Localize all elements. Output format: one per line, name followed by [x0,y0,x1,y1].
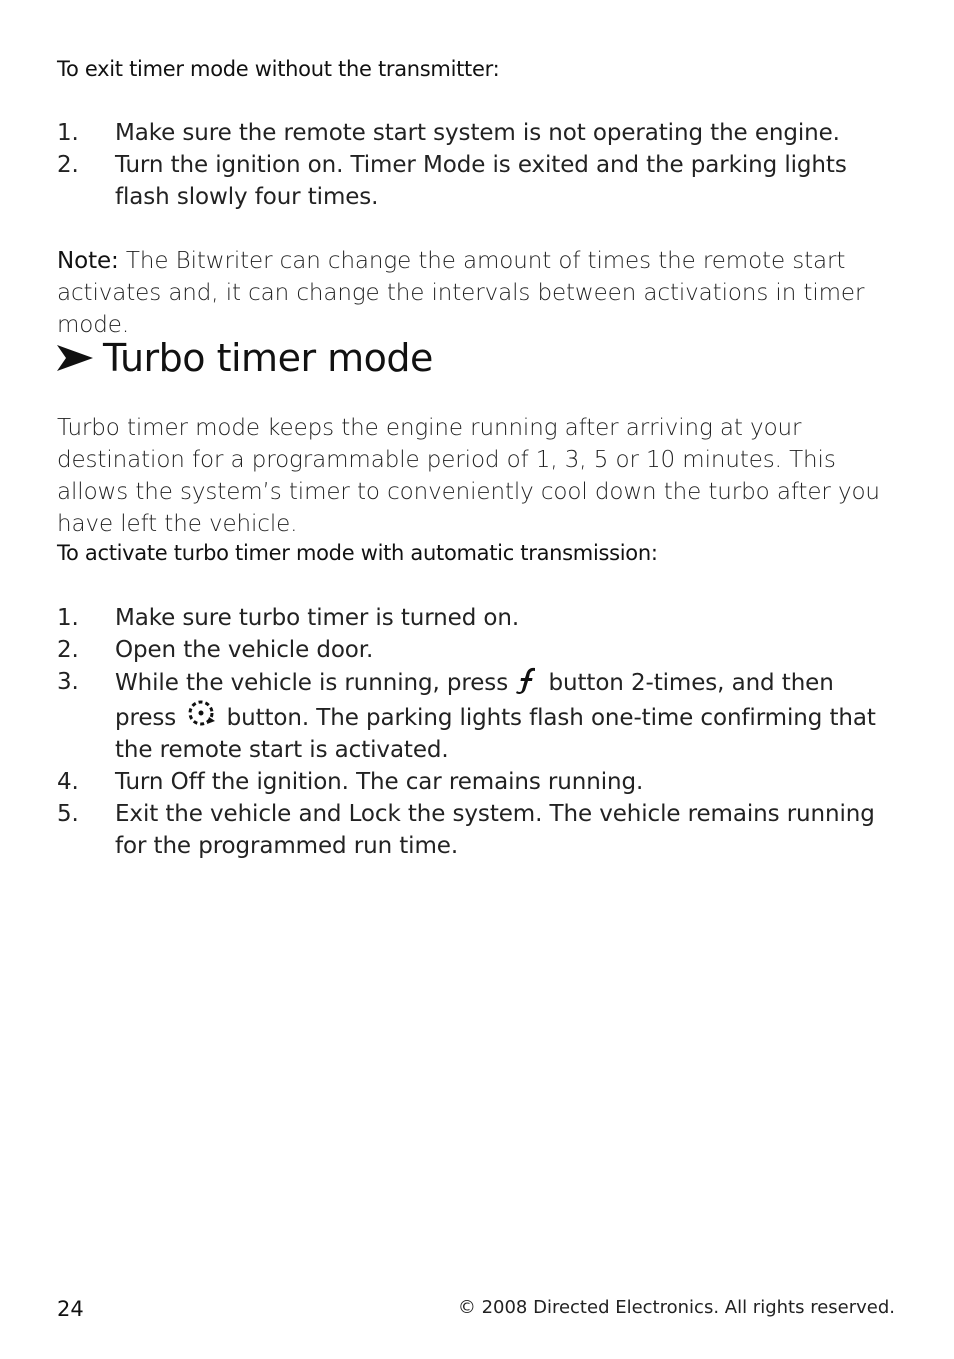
activate-turbo-heading: To activate turbo timer mode with automatic transmission: [57,541,658,565]
turbo-description: Turbo timer mode keeps the engine running after arriving at your destination for a programmable period of 1, 3, 5 or 10 minutes. This allows the system’s timer to conveniently cool down the turbo after you have left the vehicle. [57,415,880,537]
activate-steps-list [57,602,902,862]
list-item: 2. Turn the ignition on. Timer Mode is exited and the parking lights flash slowly four times. [57,152,847,210]
list-item: 2. Open the vehicle door. [57,637,374,663]
note-label: Note: [57,248,119,274]
list-item: 1. Make sure turbo timer is turned on. [57,605,520,631]
list-item: 5. Exit the vehicle and Lock the system. The vehicle remains running for the programmed run time. [57,801,875,859]
note-paragraph [57,245,897,341]
note-text: The Bitwriter can change the amount of times the remote start activates and, it can change the intervals between activations in timer mode. [57,248,865,338]
remote-start-icon [183,699,219,729]
exit-timer-heading: To exit timer mode without the transmitter: [57,57,500,81]
copyright-notice: © 2008 Directed Electronics. All rights reserved. [457,1297,895,1318]
page-number: 24 [57,1297,84,1321]
section-title: Turbo timer mode [57,336,433,380]
arrowhead-bullet-icon [57,345,93,371]
list-item: 4. Turn Off the ignition. The car remains running. [57,769,644,795]
exit-steps-list [57,117,902,213]
function-f-icon [515,666,541,694]
list-item: 1. Make sure the remote start system is not operating the engine. [57,120,840,146]
list-item: 3. While the vehicle is running, press button 2-times, and then press button. The parking lights flash one-time confirming that the remote start is activated. [57,666,902,766]
